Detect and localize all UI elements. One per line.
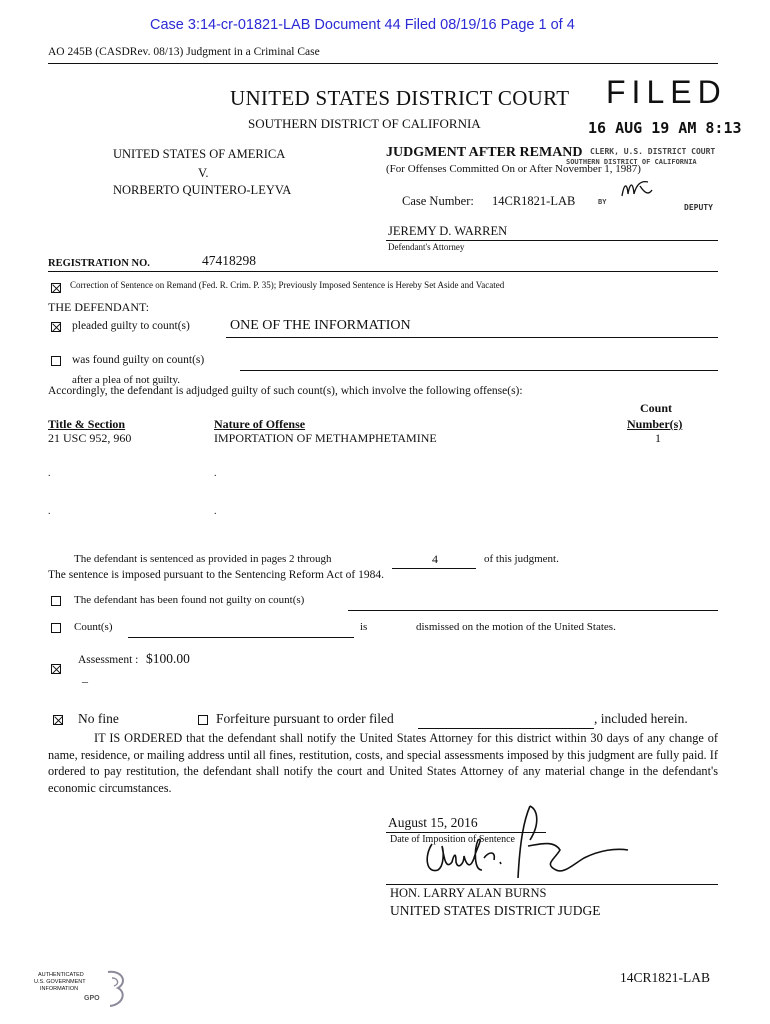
filed-stamp-date: 16 AUG 19 AM 8:13	[588, 119, 742, 137]
of-judgment: of this judgment.	[484, 553, 559, 565]
forfeiture-checkbox[interactable]	[198, 715, 208, 725]
judgment-title: JUDGMENT AFTER REMAND	[386, 145, 583, 160]
filed-stamp-label: FILED	[606, 74, 727, 110]
col-count: Count	[640, 401, 673, 415]
gpo-line-3: INFORMATION	[40, 986, 79, 992]
filed-stamp-clerk: CLERK, U.S. DISTRICT COURT	[590, 147, 716, 156]
found-guilty-rule	[240, 370, 718, 371]
not-guilty-rule	[348, 610, 718, 611]
offense-title-section: 21 USC 952, 960	[48, 431, 132, 445]
judge-title: UNITED STATES DISTRICT JUDGE	[390, 903, 601, 918]
col-count-numbers: Number(s)	[627, 417, 683, 431]
case-number-label: Case Number:	[402, 194, 474, 208]
gpo-mark: GPO	[84, 995, 100, 1002]
pleaded-guilty-label: pleaded guilty to count(s)	[72, 320, 190, 332]
defendant-name: NORBERTO QUINTERO-LEYVA	[113, 183, 292, 197]
imposition-label: Date of Imposition of Sentence	[390, 834, 515, 845]
filed-stamp-by: BY	[598, 198, 607, 206]
judgment-subtitle: (For Offenses Committed On or After November 1, 1987)	[386, 163, 641, 175]
counts-label: Count(s)	[74, 621, 113, 633]
table-dot: .	[214, 506, 217, 517]
found-guilty-label: was found guilty on count(s)	[72, 354, 205, 366]
registration-number: 47418298	[202, 253, 256, 268]
assessment-dash: –	[82, 674, 88, 688]
table-dot: .	[48, 468, 51, 479]
form-identifier: AO 245B (CASDRev. 08/13) Judgment in a Criminal Case	[48, 46, 320, 58]
court-name: UNITED STATES DISTRICT COURT	[230, 86, 570, 110]
ordered-paragraph: IT IS ORDERED that the defendant shall notify the United States Attorney for this district within 30 days of any change of name, residence, or mailing address until all fines, restitution, costs, and special assessments imposed by this judgment are fully paid. If ordered to pay restitution, the defendant shall notify the court and United States Attorney of any material change in the defendant's economic circumstances.	[48, 731, 718, 795]
gpo-eagle-icon	[104, 968, 130, 1010]
pleaded-rule	[226, 337, 718, 338]
included-label: , included herein.	[594, 711, 688, 726]
offense-nature: IMPORTATION OF METHAMPHETAMINE	[214, 431, 437, 445]
filed-stamp-deputy: DEPUTY	[684, 203, 713, 212]
not-guilty-label: The defendant has been found not guilty on count(s)	[74, 594, 305, 606]
judge-rule	[386, 884, 718, 885]
filing-header-stamp: Case 3:14-cr-01821-LAB Document 44 Filed 08/19/16 Page 1 of 4	[150, 17, 575, 33]
table-dot: .	[214, 468, 217, 479]
plaintiff-name: UNITED STATES OF AMERICA	[113, 147, 286, 161]
judge-name: HON. LARRY ALAN BURNS	[390, 886, 547, 900]
not-guilty-checkbox[interactable]	[51, 596, 61, 606]
case-number: 14CR1821-LAB	[492, 194, 576, 208]
is-label: is	[360, 621, 368, 633]
registration-label: REGISTRATION NO.	[48, 258, 150, 269]
no-fine-label: No fine	[78, 711, 119, 726]
imposition-date: August 15, 2016	[388, 815, 478, 830]
pleaded-guilty-value: ONE OF THE INFORMATION	[230, 318, 411, 333]
registration-rule	[48, 271, 718, 272]
pages-rule	[392, 568, 476, 569]
no-fine-checkbox[interactable]	[53, 715, 63, 725]
header-rule	[48, 63, 718, 64]
filed-stamp-district: SOUTHERN DISTRICT OF CALIFORNIA	[566, 158, 697, 166]
attorney-label: Defendant's Attorney	[388, 242, 465, 252]
attorney-rule	[386, 240, 718, 241]
defendant-heading: THE DEFENDANT:	[48, 300, 150, 314]
footer-case-number: 14CR1821-LAB	[620, 970, 711, 985]
judge-signature-icon	[404, 800, 634, 880]
assessment-label: Assessment :	[78, 654, 139, 666]
correction-checkbox[interactable]	[51, 283, 61, 293]
col-nature-offense: Nature of Offense	[214, 417, 306, 431]
forfeiture-label: Forfeiture pursuant to order filed	[216, 711, 394, 726]
pages-through: 4	[432, 552, 438, 566]
correction-note: Correction of Sentence on Remand (Fed. R. Crim. P. 35); Previously Imposed Sentence is Hereby Set Aside and Vacated	[70, 280, 505, 290]
gpo-line-2: U.S. GOVERNMENT	[34, 979, 86, 985]
forfeiture-rule	[418, 728, 594, 729]
found-guilty-checkbox[interactable]	[51, 356, 61, 366]
assessment-checkbox[interactable]	[51, 664, 61, 674]
counts-rule	[128, 637, 354, 638]
gpo-authentication-logo	[34, 968, 134, 1012]
offense-count: 1	[655, 431, 661, 445]
reform-act-text: The sentence is imposed pursuant to the Sentencing Reform Act of 1984.	[48, 569, 384, 581]
clerk-initials-icon	[618, 178, 658, 202]
court-district: SOUTHERN DISTRICT OF CALIFORNIA	[248, 116, 481, 131]
col-title-section: Title & Section	[48, 417, 126, 431]
assessment-value: $100.00	[146, 651, 190, 666]
versus-label: V.	[198, 166, 209, 180]
dismissed-label: dismissed on the motion of the United States.	[416, 621, 616, 633]
after-plea-text: after a plea of not guilty.	[72, 374, 181, 386]
sentenced-text: The defendant is sentenced as provided in pages 2 through	[74, 553, 332, 565]
attorney-name: JEREMY D. WARREN	[388, 224, 508, 238]
counts-dismissed-checkbox[interactable]	[51, 623, 61, 633]
table-dot: .	[48, 506, 51, 517]
gpo-line-1: AUTHENTICATED	[38, 972, 84, 978]
accordingly-text: Accordingly, the defendant is adjudged guilty of such count(s), which involve the following offense(s):	[48, 385, 523, 397]
pleaded-guilty-checkbox[interactable]	[51, 322, 61, 332]
